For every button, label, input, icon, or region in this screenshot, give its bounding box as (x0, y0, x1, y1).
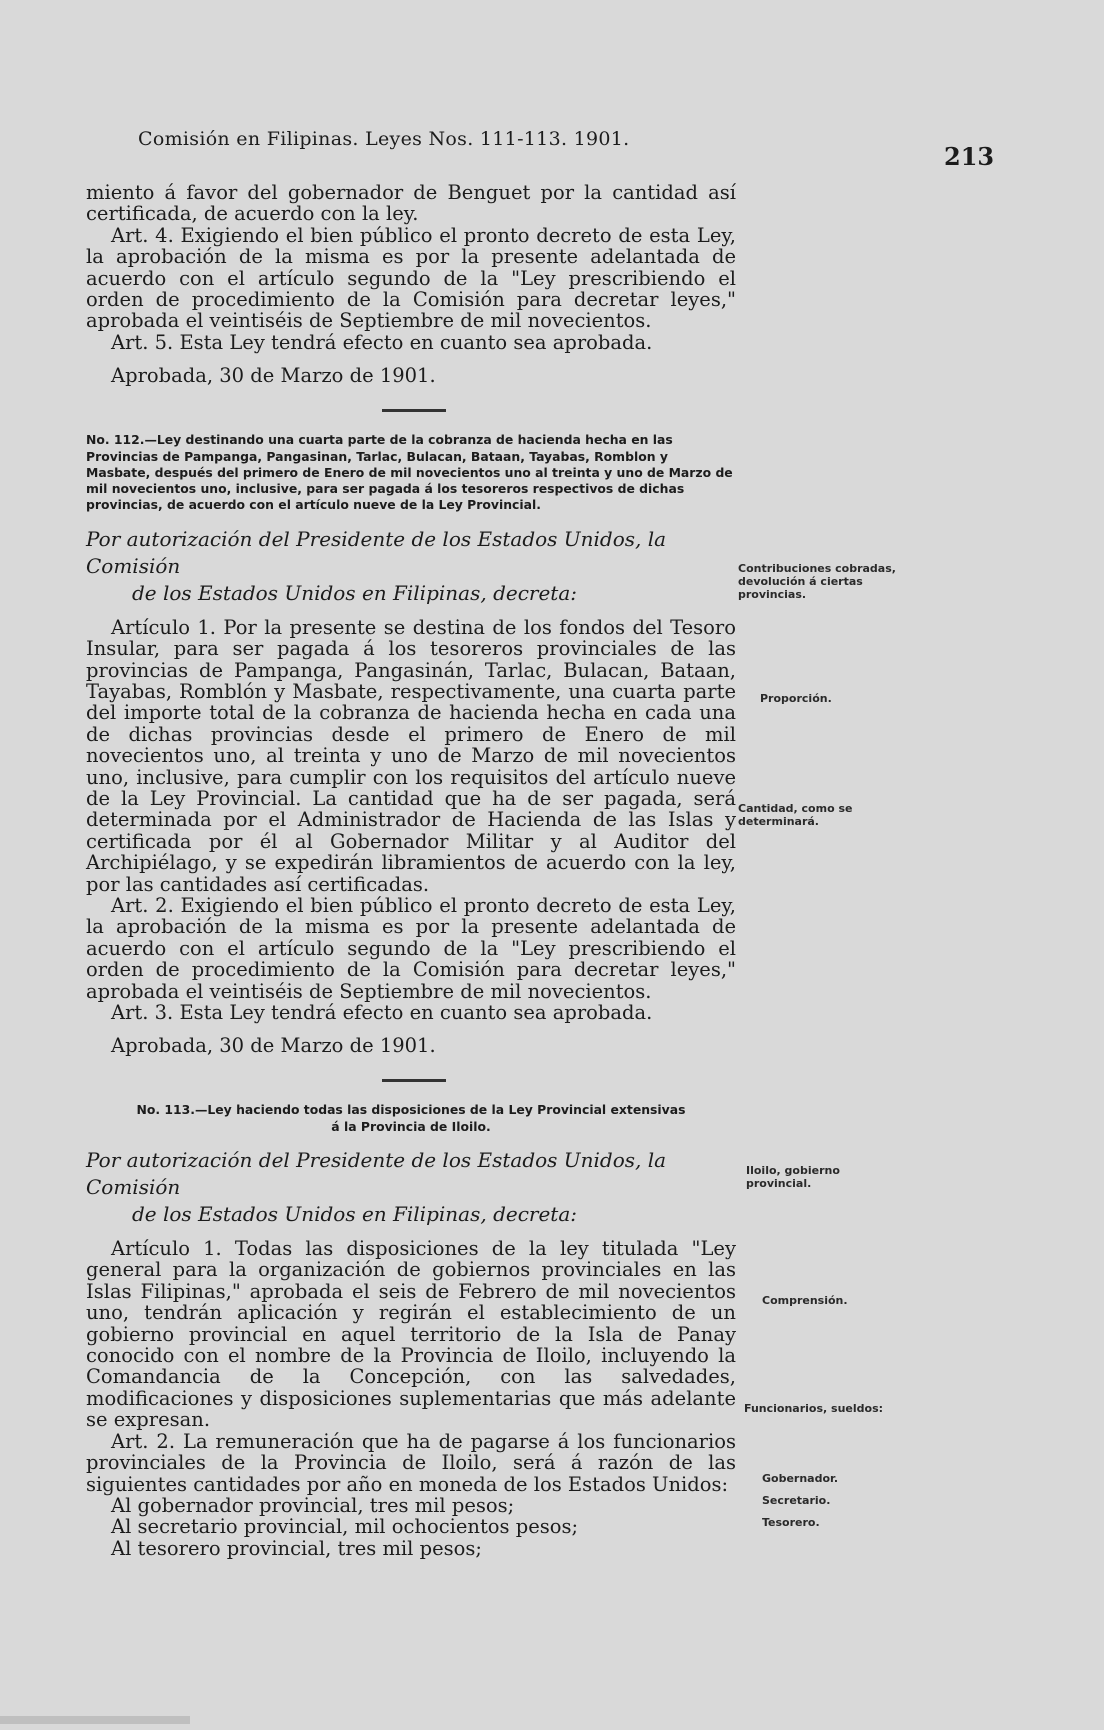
law112-title: No. 112.—Ley destinando una cuarta parte de la cobranza de hacienda hecha en las Provincias de Pampanga, Pangasinan, Tarlac, Bulacan, Bataan, Tayabas, Romblon y Masbate, después del primero de Enero de mil novecientos uno al treinta y uno de Marzo de mil novecientos uno, inclusive, para ser pagada á los tesoreros respectivos de dichas provincias, de acuerdo con el artículo nueve de la Ley Provincial. (86, 432, 733, 513)
salary-treasurer: Al tesorero provincial, tres mil pesos; (111, 1536, 482, 1560)
law113-enacting-clause (86, 1147, 736, 1228)
law112-enacting-clause (86, 526, 736, 607)
law112-approved: Aprobada, 30 de Marzo de 1901. (111, 1034, 436, 1058)
law113-enact-line2: de los Estados Unidos en Filipinas, decreta: (132, 1202, 577, 1227)
main-text-column (86, 182, 736, 1559)
law112-enact-line1: Por autorización del Presidente de los Estados Unidos, la Comisión (86, 526, 667, 578)
law111-approved: Aprobada, 30 de Marzo de 1901. (111, 364, 436, 388)
margin-note-gobernador: Gobernador. (762, 1472, 839, 1485)
margin-note-cantidad: Cantidad, como se determinará. (738, 802, 853, 828)
law113-title-line2: á la Provincia de Iloilo. (331, 1118, 491, 1134)
margin-note-tesorero: Tesorero. (762, 1516, 820, 1529)
law111-art5: Art. 5. Esta Ley tendrá efecto en cuanto sea aprobada. (111, 330, 653, 354)
law113-enact-line1: Por autorización del Presidente de los Estados Unidos, la Comisión (86, 1148, 667, 1200)
page-number: 213 (944, 142, 995, 171)
law113-art1: Artículo 1. Todas las disposiciones de la ley titulada "Ley general para la organización de gobiernos provinciales en las Islas Filipinas," aprobada el seis de Febrero de mil novecientos uno, tendrán aplicación y regirán el establecimiento de un gobierno provincial en aquel territorio de la Isla de Panay conocido con el nombre de la Provincia de Iloilo, incluyendo la Comandancia de la Concepción, con las salvedades, modificaciones y disposiciones suplementarias que más adelante se expresan. (86, 1237, 736, 1432)
section-divider (382, 409, 446, 412)
law113-title (86, 1102, 736, 1135)
margin-note-contribuciones: Contribuciones cobradas, devolución á ciertas provincias. (738, 562, 896, 601)
law111-continuation: miento á favor del gobernador de Benguet por la cantidad así certificada, de acuerdo con la ley. (86, 181, 736, 226)
running-header: Comisión en Filipinas. Leyes Nos. 111-113. 1901. (138, 128, 630, 150)
law112-art2: Art. 2. Exigiendo el bien público el pronto decreto de esta Ley, la aprobación de la misma es por la presente adelantada de acuerdo con el artículo segundo de la "Ley prescribiendo el orden de procedimiento de la Comisión para decretar leyes," aprobada el veintiséis de Septiembre de mil novecientos. (86, 894, 736, 1003)
law111-art4: Art. 4. Exigiendo el bien público el pronto decreto de esta Ley, la aprobación de la misma es por la presente adelantada de acuerdo con el artículo segundo de la "Ley prescribiendo el orden de procedimiento de la Comisión para decretar leyes," aprobada el veintiséis de Septiembre de mil novecientos. (86, 223, 736, 333)
law113-title-line1: No. 113.—Ley haciendo todas las disposiciones de la Ley Provincial extensivas (136, 1102, 686, 1118)
salary-secretary: Al secretario provincial, mil ochocientos pesos; (111, 1515, 579, 1539)
salary-governor: Al gobernador provincial, tres mil pesos; (111, 1493, 515, 1517)
scan-footer-mark (0, 1716, 190, 1724)
margin-note-iloilo: Iloilo, gobierno provincial. (746, 1164, 840, 1190)
margin-note-secretario: Secretario. (762, 1494, 831, 1507)
margin-note-proporcion: Proporción. (760, 692, 832, 705)
margin-note-funcionarios: Funcionarios, sueldos: (744, 1402, 884, 1415)
law112-art1: Artículo 1. Por la presente se destina de los fondos del Tesoro Insular, para ser pagada á los tesoreros provinciales de las provincias de Pampanga, Pangasinán, Tarlac, Bulacan, Bataan, Tayabas, Romblón y Masbate, respectivamente, una cuarta parte del importe total de la cobranza de hacienda hecha en cada una de dichas provincias desde el primero de Enero de mil novecientos uno, al treinta y uno de Marzo de mil novecientos uno, inclusive, para cumplir con los requisitos del artículo nueve de la Ley Provincial. La cantidad que ha de ser pagada, será determinada por el Administrador de Hacienda de las Islas y certificada por él al Gobernador Militar y al Auditor del Archipiélago, y se expedirán libramientos de acuerdo con la ley, por las cantidades así certificadas. (86, 615, 736, 896)
law112-enact-line2: de los Estados Unidos en Filipinas, decreta: (132, 580, 577, 605)
law112-art3: Art. 3. Esta Ley tendrá efecto en cuanto sea aprobada. (111, 1001, 653, 1025)
margin-note-comprension: Comprensión. (762, 1294, 848, 1307)
section-divider (382, 1079, 446, 1082)
law113-art2: Art. 2. La remuneración que ha de pagarse á los funcionarios provinciales de la Provincia de Iloilo, será á razón de las siguientes cantidades por año en moneda de los Estados Unidos: (86, 1429, 736, 1496)
